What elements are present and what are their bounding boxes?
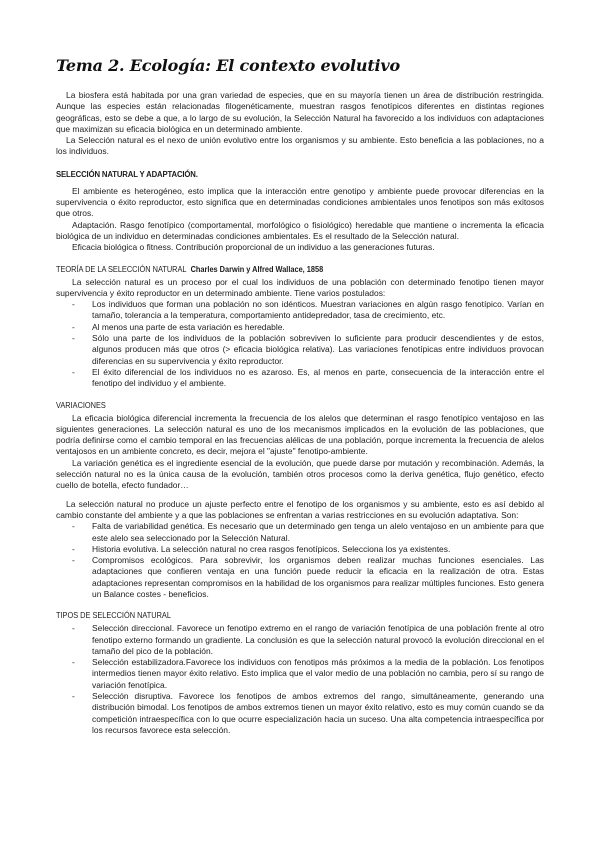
variaciones-paragraph-2: La variación genética es el ingrediente esencial de la evolución, que puede darse por mutación y recombinación. Además, la selección natural no es la única causa de la evolución, también otros procesos como la deriva genética, flujo genético, efecto cuello de botella, efecto fundador… [56,457,544,491]
section-heading-variaciones: VARIACIONES [56,400,106,410]
list-item: - Sólo una parte de los individuos de la población sobreviven lo suficiente para producir descendientes y de estos, algunos producen más que otros (> eficacia biológica relativa). Las variaciones fenotípicas entre individuos provocan diferencias en su supervivencia y éxito reproductor. [92,333,544,367]
intro-paragraph-2: La Selección natural es el nexo de unión evolutivo entre los organismos y su ambiente. Esto beneficia a las poblaciones, no a los individuos. [56,135,544,157]
section1-paragraph-1: El ambiente es heterogéneo, esto implica que la interacción entre genotipo y ambiente puede provocar diferencias en la supervivencia o éxito reproductor, esto significa que en determinadas condiciones ambientales unos fenotipos son más exitosos que otros. [56,185,544,219]
section-heading-tipos: TIPOS DE SELECCIÓN NATURAL [56,611,171,621]
restrictions-list [56,521,544,600]
list-item: - Compromisos ecológicos. Para sobrevivir, los organismos deben realizar muchas funciones esenciales. Las adaptaciones que confieren ventaja en una función puede reducir la eficacia en la realización de otra. Estas adaptaciones representan compromisos en la habilidad de los organismos para realizar múltiples funciones. Esto genera un Balance costes - beneficios. [92,555,544,600]
page-title: Tema 2. Ecología: El contexto evolutivo [56,56,400,75]
intro-paragraph-1: La biosfera está habitada por una gran variedad de especies, que en su mayoría tienen un área de distribución restringida. Aunque las especies están relacionadas filogenéticamente, muestran rasgos fenotípicos diferentes en distintas regiones geográficas, esto se debe a que, a lo largo de su evolución, la Selección Natural ha favorecido a los individuos con adaptaciones que maximizan su eficacia biológica en un determinado ambiente. [56,90,544,134]
list-item: - Historia evolutiva. La selección natural no crea rasgos fenotípicos. Selecciona los ya existentes. [92,544,544,555]
postulates-list [56,299,544,389]
list-item: - Selección direccional. Favorece un fenotipo extremo en el rango de variación fenotípica de una población frente al otro fenotipo externo formando un gradiente. La conclusión es que la selección natural provocó la evolución direccional en el tamaño del pico de la población. [92,623,544,657]
variaciones-paragraph-3: La selección natural no produce un ajuste perfecto entre el fenotipo de los organismos y su ambiente, esto es así debido al cambio constante del ambiente y a que las poblaciones se enfrentan a varias restricciones en su evolución adaptativa. Son: [56,498,544,520]
list-item: - Selección disruptiva. Favorece los fenotipos de ambos extremos del rango, simultáneamente, generando una distribución bimodal. Los fenotipos de ambos extremos tienen un mayor éxito relativo, esto es muy común cuando se da competición intraespecífica con lo que ocurre especialización hacia un suceso. Una alta competencia intraespecífica por los recursos favorece esta selección. [92,691,544,736]
teoria-heading-text: TEORÍA DE LA SELECCIÓN NATURAL [56,264,187,274]
section1-paragraph-adaptacion: Adaptación. Rasgo fenotípico (comportamental, morfológico o fisiológico) heredable que mantiene o incrementa la eficacia biológica de un individuo en determinadas condiciones ambientales. Es el resultado de la Selección natural. [56,219,544,241]
list-item: - Los individuos que forman una población no son idénticos. Muestran variaciones en algún rasgo fenotípico. Varían en tamaño, tolerancia a la temperatura, comportamiento antidepredador, tasa de crecimiento, etc. [92,299,544,322]
list-item: - El éxito diferencial de los individuos no es azaroso. Es, al menos en parte, consecuencia de la interacción entre el fenotipo del individuo y el ambiente. [92,367,544,390]
section1-paragraph-eficacia: Eficacia biológica o fitness. Contribución proporcional de un individuo a las generaciones futuras. [72,242,435,253]
list-item: - Selección estabilizadora.Favorece los individuos con fenotipos más próximos a la media de la población. Los fenotipos intermedios tienen mayor éxito relativo. Esto implica que el valor medio de una población no cambia, pero sí su rango de variación fenotípica. [92,657,544,691]
teoria-authors: Charles Darwin y Alfred Wallace, 1858 [190,264,324,274]
teoria-paragraph: La selección natural es un proceso por el cual los individuos de una población con determinado fenotipo tienen mayor supervivencia y éxito reproductor en un determinado ambiente. Tiene varios postulados: [56,276,544,298]
selection-types-list [56,623,544,736]
variaciones-paragraph-1: La eficacia biológica diferencial incrementa la frecuencia de los alelos que determinan el rasgo fenotípico ventajoso en las siguientes generaciones. La selección natural es uno de los mecanismos implicados en la evolución de las poblaciones, que podría definirse como el cambio temporal en las frecuencias alélicas de una población, porque incrementa la frecuencia de alelos ventajosos en un ambiente concreto, es decir, mejora el "ajuste" fenotipo-ambiente. [56,412,544,457]
list-item: - Al menos una parte de esta variación es heredable. [92,322,544,333]
section-heading-teoria [56,264,495,275]
section-heading-seleccion-adaptacion: SELECCIÓN NATURAL Y ADAPTACIÓN. [56,168,198,179]
list-item: - Falta de variabilidad genética. Es necesario que un determinado gen tenga un alelo ventajoso en un ambiente para que este alelo sea seleccionado por la Selección Natural. [92,521,544,544]
